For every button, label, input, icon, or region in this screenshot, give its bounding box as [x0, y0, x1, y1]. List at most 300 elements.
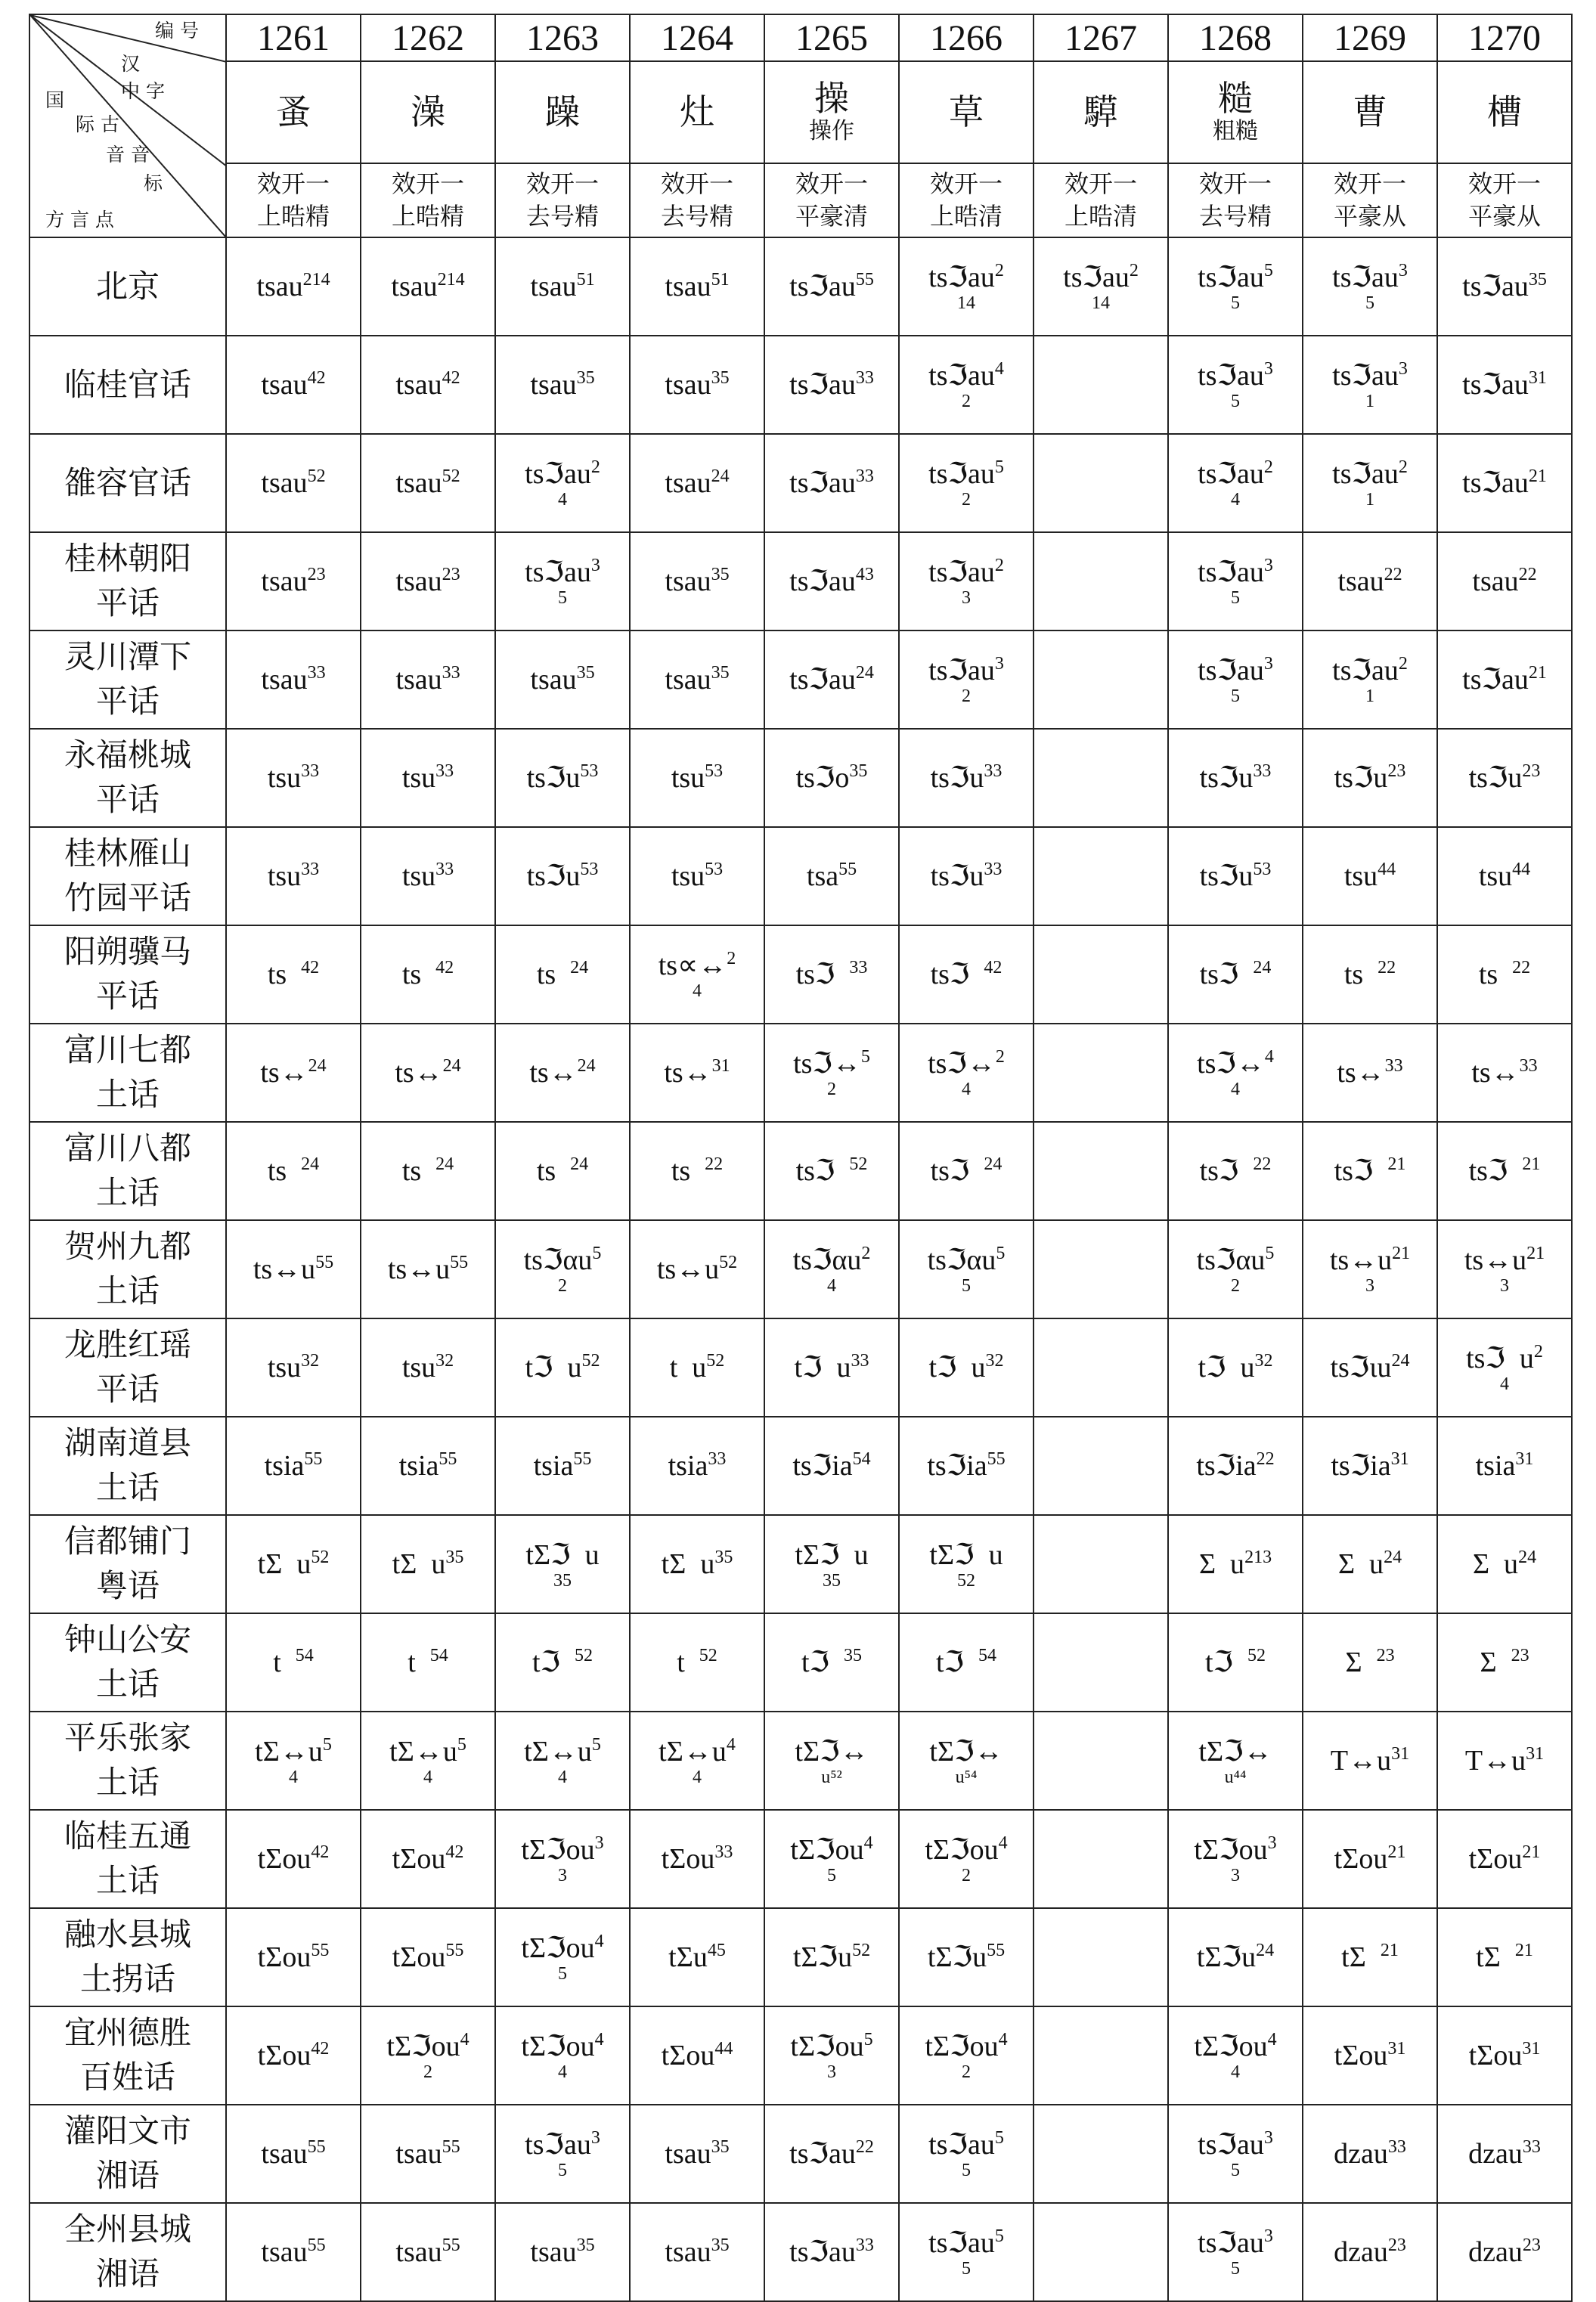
- pronunciation-cell: [226, 237, 361, 336]
- tone-second-line: 5: [558, 588, 567, 609]
- header-char-row: [29, 61, 1572, 163]
- pronunciation-cell: [361, 827, 495, 925]
- tone-second-line: 1: [1365, 392, 1374, 412]
- tone-number: 3: [1263, 653, 1273, 674]
- tone-number: 35: [714, 1547, 733, 1567]
- pronunciation-cell: [495, 1417, 630, 1515]
- pronunciation-cell: [1437, 1318, 1572, 1417]
- ipa-text: ts↔u: [1329, 1244, 1393, 1276]
- pronunciation-cell: [226, 1122, 361, 1220]
- ipa-text: tsia: [668, 1449, 708, 1482]
- dialect-location: [29, 1908, 226, 2006]
- pronunciation-cell: [1034, 1613, 1168, 1712]
- ipa-text: tsu: [401, 860, 436, 892]
- corner-label-number: 编 号: [155, 20, 199, 42]
- pronunciation-cell: [1303, 1810, 1437, 1908]
- tone-number: 21: [1528, 662, 1547, 683]
- character-glyph: 糙: [1218, 78, 1253, 119]
- tone-number: 23: [1387, 761, 1406, 781]
- tone-number: 55: [987, 1940, 1006, 1960]
- dialect-location: [29, 1220, 226, 1318]
- tone-number: 24: [1391, 1350, 1410, 1371]
- ipa-text: tsℑ: [795, 1154, 850, 1187]
- column-number: 1265: [764, 14, 899, 61]
- pronunciation-cell: [1168, 630, 1303, 729]
- ipa-text: tΣℑ u: [795, 1538, 869, 1571]
- ipa-text: tsℑau: [789, 565, 856, 597]
- tone-number: 3: [590, 555, 600, 575]
- middle-chinese-category: [764, 163, 899, 237]
- pronunciation-cell: [361, 729, 495, 827]
- location-line: 平话: [95, 683, 160, 720]
- tone-number: 24: [435, 1154, 454, 1174]
- pronunciation-cell: [1034, 434, 1168, 532]
- ipa-text: tsℑau: [928, 654, 995, 686]
- character-glyph: 操: [814, 78, 849, 119]
- tone-number: 24: [1518, 1547, 1537, 1567]
- pronunciation-cell: [1437, 434, 1572, 532]
- ipa-text: tsau: [665, 663, 711, 696]
- pronunciation-cell: [899, 1122, 1034, 1220]
- tone-number: 23: [1511, 1645, 1529, 1665]
- ipa-text: tsℑau: [525, 457, 591, 490]
- table-row: [29, 2203, 1572, 2301]
- tone-second-line: 5: [558, 1964, 567, 1984]
- table-row: [29, 336, 1572, 434]
- pronunciation-cell: [1168, 336, 1303, 434]
- ipa-text: tsℑ: [930, 1154, 984, 1187]
- location-line: 雒容官话: [64, 463, 191, 501]
- tone-number: 2: [1129, 260, 1139, 280]
- location-line: 阳朔骥马: [64, 933, 191, 971]
- ipa-text: tsa: [806, 860, 839, 892]
- dialect-location: [29, 1122, 226, 1220]
- column-number: 1267: [1034, 14, 1168, 61]
- tone-number: 35: [711, 367, 730, 388]
- pronunciation-cell: [1437, 925, 1572, 1024]
- location-line: 富川八都: [64, 1129, 191, 1167]
- ipa-text: tΣℑu: [927, 1941, 987, 1973]
- ipa-text: tsℑau: [928, 457, 995, 490]
- ipa-text: Σ: [1480, 1646, 1511, 1678]
- ipa-text: Σ: [1345, 1646, 1377, 1678]
- pronunciation-cell: [361, 1024, 495, 1122]
- middle-chinese-line: 去号精: [660, 202, 733, 231]
- ipa-text: tsau: [395, 2235, 442, 2268]
- ipa-text: tsℑau: [1198, 556, 1264, 588]
- tone-number: 33: [1522, 2136, 1541, 2157]
- ipa-text: tΣℑ↔: [795, 1735, 869, 1768]
- tone-number: 33: [855, 367, 874, 388]
- ipa-text: ts↔u: [253, 1253, 316, 1285]
- tone-second-line: 4: [962, 1080, 971, 1100]
- tone-number: 33: [984, 761, 1003, 781]
- middle-chinese-category: [361, 163, 495, 237]
- middle-chinese-line: 上晧清: [1064, 202, 1137, 231]
- tone-number: 33: [855, 2235, 874, 2255]
- tone-second-line: 2: [1231, 1276, 1240, 1297]
- ipa-text: t: [273, 1646, 296, 1678]
- character-example-word: 粗糙: [1213, 117, 1258, 144]
- location-line: 土话: [95, 1665, 160, 1702]
- pronunciation-cell: [899, 237, 1034, 336]
- ipa-text: tsℑau: [1198, 359, 1264, 392]
- pronunciation-cell: [1034, 1810, 1168, 1908]
- location-line: 贺州九都: [64, 1228, 191, 1266]
- middle-chinese-category: [630, 163, 764, 237]
- ipa-text: tsau: [665, 270, 711, 302]
- middle-chinese-category: [1303, 163, 1437, 237]
- pronunciation-cell: [1034, 1318, 1168, 1417]
- pronunciation-cell: [630, 2105, 764, 2203]
- tone-number: 54: [978, 1645, 997, 1665]
- ipa-text: T↔u: [1464, 1744, 1526, 1777]
- tone-number: 3: [1398, 260, 1408, 280]
- ipa-text: tsℑau: [1063, 261, 1130, 293]
- middle-chinese-line: 去号精: [525, 202, 599, 231]
- location-line: 平话: [95, 1371, 160, 1408]
- column-character: [1303, 61, 1437, 163]
- ipa-text: tsℑau: [789, 2137, 856, 2170]
- middle-chinese-category: [495, 163, 630, 237]
- pronunciation-cell: [899, 1810, 1034, 1908]
- tone-number: 3: [1263, 2226, 1273, 2246]
- pronunciation-cell: [1303, 2105, 1437, 2203]
- ipa-text: ts: [671, 1154, 705, 1187]
- pronunciation-cell: [630, 630, 764, 729]
- tone-second-line: 5: [1231, 392, 1240, 412]
- pronunciation-cell: [1168, 827, 1303, 925]
- tone-number: 5: [860, 1046, 870, 1067]
- tone-number: 54: [429, 1645, 448, 1665]
- ipa-text: tΣou: [1468, 2039, 1523, 2071]
- location-line: 土话: [95, 1272, 160, 1309]
- tone-number: 42: [311, 2038, 330, 2059]
- corner-diagonal-lines: [30, 15, 226, 237]
- pronunciation-cell: [495, 1122, 630, 1220]
- tone-number: 24: [1256, 1940, 1275, 1960]
- pronunciation-cell: [495, 2006, 630, 2105]
- pronunciation-cell: [1168, 532, 1303, 630]
- pronunciation-cell: [361, 1613, 495, 1712]
- tone-second-line: 5: [1231, 2259, 1240, 2279]
- ipa-text: tsℑɩu: [1330, 1351, 1392, 1383]
- ipa-text: tsℑia: [1196, 1449, 1257, 1482]
- tone-second-line: 3: [1365, 1276, 1374, 1297]
- pronunciation-cell: [630, 1122, 764, 1220]
- ipa-text: tsℑu: [526, 860, 581, 892]
- ipa-text: tΣ: [1476, 1941, 1515, 1973]
- pronunciation-cell: [495, 1515, 630, 1613]
- tone-number: 5: [322, 1734, 332, 1755]
- pronunciation-cell: [226, 630, 361, 729]
- pronunciation-cell: [1034, 1908, 1168, 2006]
- ipa-text: tsia: [533, 1449, 574, 1482]
- pronunciation-cell: [1303, 532, 1437, 630]
- ipa-text: ts∝↔: [658, 949, 727, 981]
- tone-second-line: 4: [423, 1768, 432, 1788]
- character-glyph: 騲: [1083, 91, 1118, 133]
- pronunciation-cell: [1168, 2203, 1303, 2301]
- ipa-text: tsℑau: [1462, 270, 1529, 302]
- ipa-text: tsℑau: [789, 368, 856, 401]
- tone-number: 55: [304, 1448, 323, 1469]
- tone-number: 54: [852, 1448, 871, 1469]
- pronunciation-cell: [495, 1613, 630, 1712]
- pronunciation-cell: [1303, 1613, 1437, 1712]
- location-line: 灌阳文市: [64, 2112, 191, 2150]
- pronunciation-cell: [495, 1220, 630, 1318]
- tone-number: 52: [1247, 1645, 1266, 1665]
- pronunciation-cell: [1437, 2105, 1572, 2203]
- table-body: [29, 14, 1572, 2301]
- pronunciation-cell: [1303, 237, 1437, 336]
- pronunciation-cell: [630, 827, 764, 925]
- tone-number: 2: [1263, 457, 1273, 477]
- tone-number: 31: [1387, 2038, 1406, 2059]
- ipa-text: tsu: [401, 761, 436, 794]
- pronunciation-cell: [226, 1810, 361, 1908]
- tone-number: 4: [1264, 1046, 1274, 1067]
- pronunciation-cell: [1034, 2105, 1168, 2203]
- tone-number: 31: [1522, 2038, 1541, 2059]
- pronunciation-cell: [1034, 237, 1168, 336]
- character-glyph: 草: [949, 91, 984, 133]
- ipa-text: tsℑau: [525, 2128, 591, 2161]
- pronunciation-cell: [630, 336, 764, 434]
- tone-number: 35: [711, 564, 730, 584]
- dialect-location: [29, 1024, 226, 1122]
- ipa-text: tℑ u: [1198, 1351, 1255, 1383]
- ipa-text: ts: [536, 1154, 571, 1187]
- column-character: [361, 61, 495, 163]
- ipa-text: tsia: [1475, 1449, 1516, 1482]
- pronunciation-cell: [764, 827, 899, 925]
- ipa-text: tΣou: [392, 1941, 446, 1973]
- pronunciation-cell: [226, 2105, 361, 2203]
- tone-number: 42: [442, 367, 460, 388]
- ipa-text: tsℑu: [930, 860, 984, 892]
- ipa-text: tℑ: [531, 1646, 575, 1678]
- tone-number: 33: [851, 1350, 869, 1371]
- pronunciation-cell: [1437, 1810, 1572, 1908]
- ipa-text: tsℑαu: [523, 1244, 593, 1276]
- ipa-text: tsau: [395, 2137, 442, 2170]
- tone-number: 5: [1265, 1243, 1275, 1263]
- ipa-text: tΣℑ↔: [1198, 1735, 1272, 1768]
- ipa-text: tsℑau: [789, 2235, 856, 2268]
- ipa-text: tsau: [395, 466, 442, 499]
- tone-second-line: 2: [962, 1866, 971, 1886]
- ipa-text: tsau: [261, 2137, 308, 2170]
- tone-second-line: 5: [1231, 2161, 1240, 2181]
- pronunciation-cell: [495, 827, 630, 925]
- tone-number: 4: [594, 1931, 604, 1951]
- tone-number: 35: [576, 2235, 595, 2255]
- pronunciation-cell: [1034, 1024, 1168, 1122]
- middle-chinese-line: 平豪从: [1467, 202, 1541, 231]
- ipa-text: t: [677, 1646, 699, 1678]
- pronunciation-cell: [361, 1810, 495, 1908]
- column-number: 1262: [361, 14, 495, 61]
- pronunciation-cell: [630, 1318, 764, 1417]
- table-row: [29, 1122, 1572, 1220]
- dialect-location: [29, 1810, 226, 1908]
- pronunciation-cell: [630, 237, 764, 336]
- pronunciation-cell: [1437, 336, 1572, 434]
- pronunciation-cell: [1034, 925, 1168, 1024]
- ipa-text: tΣℑou: [386, 2030, 460, 2062]
- tone-number: 214: [437, 269, 465, 290]
- tone-number: 3: [1398, 358, 1408, 379]
- ipa-text: tsu: [267, 761, 302, 794]
- ipa-text: tΣ u: [257, 1548, 311, 1580]
- ipa-text: tsu: [401, 1351, 436, 1383]
- ipa-text: tΣℑ u: [929, 1538, 1003, 1571]
- ipa-text: tℑ: [1204, 1646, 1248, 1678]
- pronunciation-cell: [226, 827, 361, 925]
- column-character: [495, 61, 630, 163]
- pronunciation-cell: [630, 1515, 764, 1613]
- dialect-location: [29, 1417, 226, 1515]
- ipa-text: dzau: [1468, 2235, 1523, 2268]
- middle-chinese-line: 上晧精: [256, 202, 330, 231]
- tone-number: 35: [711, 662, 730, 683]
- dialect-location: [29, 2203, 226, 2301]
- pronunciation-cell: [361, 2203, 495, 2301]
- middle-chinese-line: 上晧精: [391, 202, 464, 231]
- tone-second-line: 3: [1231, 1866, 1240, 1886]
- pronunciation-cell: [764, 1417, 899, 1515]
- tone-number: 43: [855, 564, 874, 584]
- tone-number: 55: [315, 1252, 334, 1272]
- pronunciation-cell: [1437, 2203, 1572, 2301]
- tone-number: 21: [1526, 1243, 1545, 1263]
- tone-number: 3: [1263, 358, 1273, 379]
- ipa-text: tsℑ↔: [793, 1047, 861, 1080]
- ipa-text: tΣou: [1468, 1842, 1523, 1875]
- pronunciation-cell: [1034, 1515, 1168, 1613]
- ipa-text: tsau: [256, 270, 303, 302]
- ipa-text: tsℑ: [1334, 1154, 1388, 1187]
- tone-number: 3: [1267, 1833, 1277, 1853]
- tone-number: 52: [849, 1154, 868, 1174]
- ipa-text: tsℑau: [1462, 663, 1529, 696]
- tone-number: 33: [301, 859, 320, 879]
- pronunciation-cell: [1168, 1908, 1303, 2006]
- tone-number: 22: [1253, 1154, 1272, 1174]
- tone-number: 24: [308, 1055, 327, 1076]
- ipa-text: tΣou: [257, 1941, 311, 1973]
- tone-number: 33: [1519, 1055, 1538, 1076]
- ipa-text: tΣℑ u: [525, 1538, 600, 1571]
- tone-number: 21: [1380, 1940, 1399, 1960]
- ipa-text: tsℑau: [789, 466, 856, 499]
- corner-label-guo: 国: [45, 89, 65, 111]
- ipa-text: tΣou: [1334, 2039, 1388, 2071]
- ipa-text: tsℑ u: [1466, 1342, 1534, 1374]
- middle-chinese-line: 效开一: [1064, 169, 1137, 198]
- pronunciation-cell: [1437, 729, 1572, 827]
- ipa-text: tsℑau: [789, 663, 856, 696]
- pronunciation-cell: [899, 630, 1034, 729]
- table-row: [29, 1908, 1572, 2006]
- ipa-text: tΣℑu: [1196, 1941, 1257, 1973]
- tone-number: 4: [998, 1833, 1008, 1853]
- pronunciation-cell: [1168, 1613, 1303, 1712]
- ipa-text: tsau: [261, 565, 308, 597]
- pronunciation-cell: [630, 1810, 764, 1908]
- location-line: 北京: [95, 267, 160, 305]
- ipa-text: ts↔: [395, 1056, 443, 1089]
- tone-number: 33: [855, 466, 874, 486]
- tone-second-line: 4: [1500, 1374, 1509, 1395]
- dialect-location: [29, 1712, 226, 1810]
- ipa-text: tΣℑou: [790, 2030, 864, 2062]
- tone-number: 51: [576, 269, 595, 290]
- pronunciation-cell: [226, 1024, 361, 1122]
- ipa-text: tΣℑu: [792, 1941, 853, 1973]
- pronunciation-cell: [1034, 729, 1168, 827]
- pronunciation-cell: [495, 2203, 630, 2301]
- pronunciation-cell: [1303, 1908, 1437, 2006]
- ipa-text: tΣℑou: [790, 1833, 864, 1866]
- table-row: [29, 1220, 1572, 1318]
- tone-number: 2: [861, 1243, 871, 1263]
- middle-chinese-category: [1168, 163, 1303, 237]
- ipa-text: ts↔: [1471, 1056, 1520, 1089]
- ipa-text: ts↔u: [1464, 1244, 1527, 1276]
- tone-number: 52: [699, 1645, 717, 1665]
- tone-number: 5: [457, 1734, 466, 1755]
- location-line: 土话: [95, 1174, 160, 1211]
- tone-number: 33: [301, 761, 320, 781]
- pronunciation-cell: [1303, 925, 1437, 1024]
- ipa-text: tΣou: [392, 1842, 446, 1875]
- ipa-text: tΣ: [1341, 1941, 1381, 1973]
- tone-number: 55: [573, 1448, 592, 1469]
- pronunciation-cell: [1437, 1908, 1572, 2006]
- tone-number: 52: [442, 466, 460, 486]
- pronunciation-cell: [495, 925, 630, 1024]
- character-glyph: 灶: [680, 91, 714, 133]
- character-glyph: 槽: [1487, 91, 1522, 133]
- tone-second-line: 2: [962, 2062, 971, 2083]
- ipa-text: tΣℑ↔: [929, 1735, 1003, 1768]
- location-line: 桂林朝阳: [64, 540, 191, 578]
- pronunciation-cell: [361, 1220, 495, 1318]
- pronunciation-cell: [899, 729, 1034, 827]
- ipa-text: tsℑau: [1198, 457, 1264, 490]
- ipa-text: tsℑau: [928, 2226, 995, 2259]
- pronunciation-cell: [764, 1810, 899, 1908]
- tone-second-line: 3: [558, 1866, 567, 1886]
- pronunciation-cell: [495, 434, 630, 532]
- character-glyph: 蚤: [276, 91, 311, 133]
- tone-number: 52: [719, 1252, 738, 1272]
- column-character: [1168, 61, 1303, 163]
- pronunciation-cell: [764, 630, 899, 729]
- tone-number: 5: [863, 2029, 873, 2049]
- character-glyph: 澡: [411, 91, 445, 133]
- tone-number: 24: [570, 957, 589, 977]
- pronunciation-cell: [630, 1220, 764, 1318]
- ipa-text: tΣ↔u: [659, 1735, 727, 1768]
- location-line: 湖南道县: [64, 1424, 191, 1462]
- pronunciation-cell: [495, 237, 630, 336]
- ipa-text: tΣou: [661, 2039, 715, 2071]
- tone-number: 2: [994, 260, 1004, 280]
